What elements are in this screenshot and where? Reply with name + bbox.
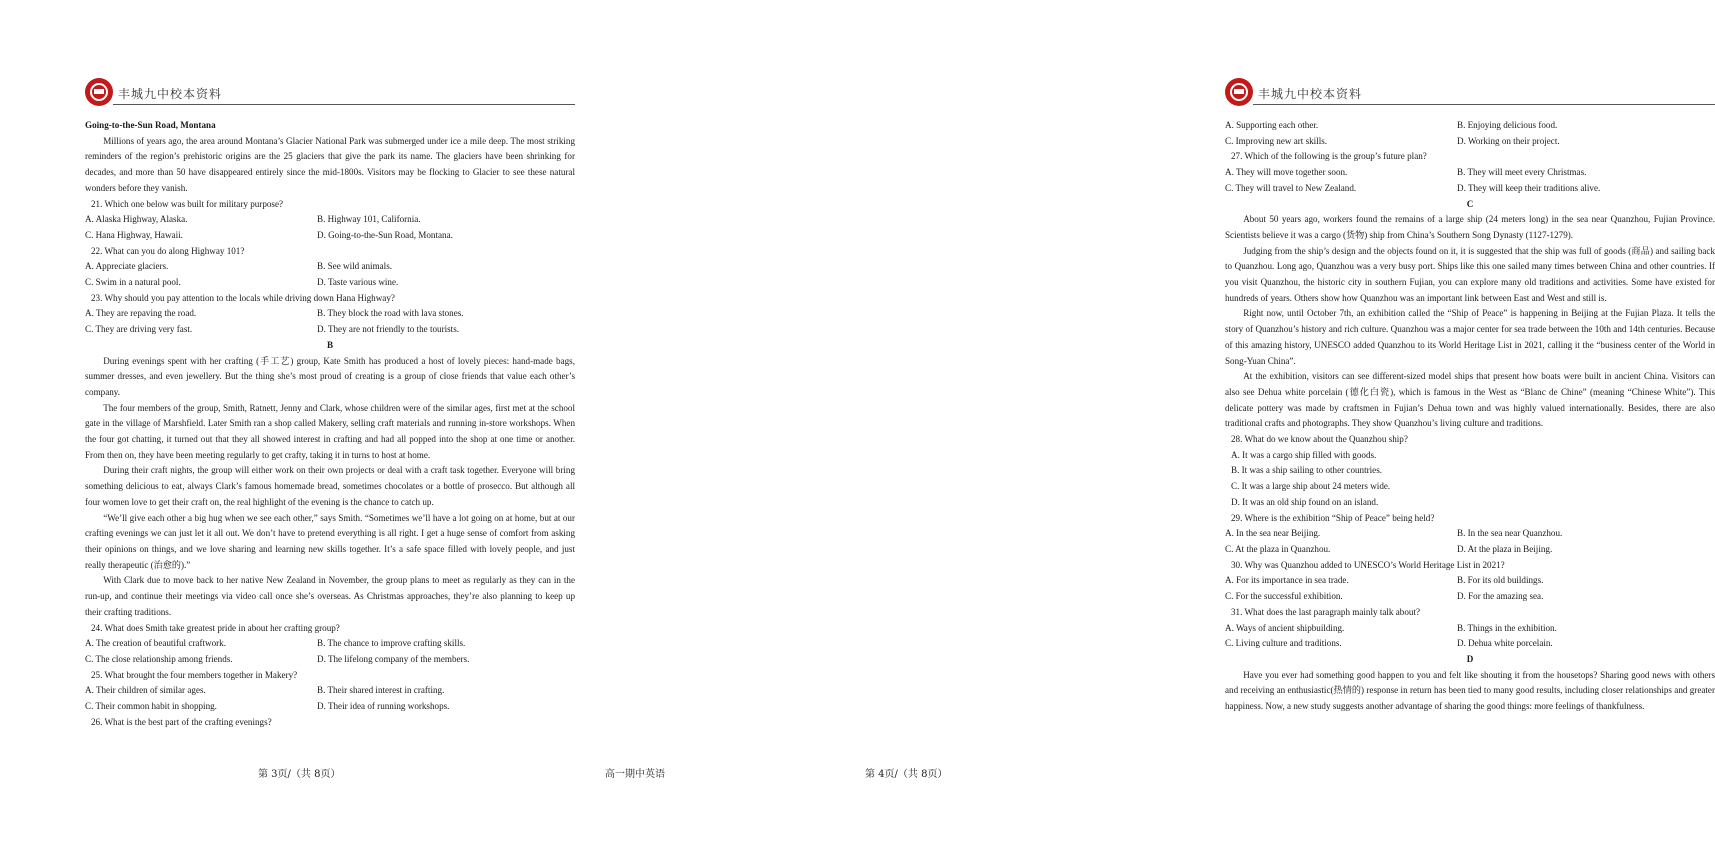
option-21d: D. Going-to-the-Sun Road, Montana. (317, 229, 453, 240)
option-29a: A. In the sea near Beijing. (1225, 528, 1321, 539)
passage-c-paragraph-1: About 50 years ago, workers found the remains of a large ship (24 meters long) in the sea near Quanzhou, Fujian Province. Scientists believe it was a cargo (货物) ship from China’s Southern Song Dynasty (1127-1279). (1225, 214, 1715, 240)
options-26 (1225, 134, 1715, 150)
option-21c: C. Hana Highway, Hawaii. (85, 229, 183, 240)
passage-c-paragraph-2: Judging from the ship’s design and the objects found on it, it is suggested that the ship was full of goods (商品) and sailing back to Quanzhou. Long ago, Quanzhou was a very busy port. Ships like this one sailed many times between China and other countries. If you visit Quanzhou, the historic city in southern Fujian, you can explore many old traditions and activities. Some have existed for hundreds of years. Others show how Quanzhou was an important link between East and West and still is. (1225, 245, 1715, 303)
options-22 (85, 259, 575, 275)
passage-b-paragraph-4: “We’ll give each other a big hug when we see each other,” says Smith. “Sometimes we’ll have a lot going on at home, but at our crafting evenings we can just let it all out. We don’t have to pretend everything is all right. I get a huge sense of comfort from asking their opinions on things, and we love sharing and learning new skills together. It’s a safe space filled with lovely people, and just really therapeutic (治愈的).” (85, 512, 575, 570)
option-31b: B. Things in the exhibition. (1457, 622, 1557, 633)
option-27c: C. They will travel to New Zealand. (1225, 182, 1357, 193)
page-number: 第 4页/（共 8页） (865, 769, 948, 780)
exam-title-footer: 高一期中英语 (605, 769, 665, 780)
option-22d: D. Taste various wine. (317, 277, 399, 288)
options-24 (85, 636, 575, 652)
option-27a: A. They will move together soon. (1225, 167, 1348, 178)
question-23: 23. Why should you pay attention to the locals while driving down Hana Highway? (91, 292, 395, 303)
options-29 (1225, 542, 1715, 558)
question-28: 28. What do we know about the Quanzhou ship? (1231, 434, 1408, 445)
options-29 (1225, 526, 1715, 542)
option-27b: B. They will meet every Christmas. (1457, 167, 1587, 178)
option-26c: C. Improving new art skills. (1225, 135, 1328, 146)
option-29b: B. In the sea near Quanzhou. (1457, 528, 1563, 539)
option-31c: C. Living culture and traditions. (1225, 638, 1342, 649)
option-31a: A. Ways of ancient shipbuilding. (1225, 622, 1345, 633)
options-26 (1225, 118, 1715, 134)
option-25b: B. Their shared interest in crafting. (317, 685, 445, 696)
options-23 (85, 322, 575, 338)
options-24 (85, 652, 575, 668)
option-30c: C. For the successful exhibition. (1225, 591, 1343, 602)
option-24c: C. The close relationship among friends. (85, 653, 233, 664)
option-31d: D. Dehua white porcelain. (1457, 638, 1553, 649)
question-27: 27. Which of the following is the group’s future plan? (1231, 151, 1427, 162)
page-number: 第 3页/（共 8页） (258, 769, 341, 780)
option-29d: D. At the plaza in Beijing. (1457, 543, 1553, 554)
passage-b-paragraph-1: During evenings spent with her crafting (手工艺) group, Kate Smith has produced a host of lovely pieces: hand-made bags, summer dresses, and even jewellery. But the thing she’s most proud of creating is a group of close friends that value each other’s company. (85, 355, 575, 397)
school-logo-icon (1225, 78, 1253, 106)
right-page (600, 0, 1715, 849)
options-31 (1225, 621, 1715, 637)
question-29: 29. Where is the exhibition “Ship of Peace” being held? (1231, 512, 1435, 523)
passage-d-paragraph-1: Have you ever had something good happen to you and felt like shouting it from the housetops? Sharing good news with others and receiving an enthusiastic(热情的) response in return has been tied to many good results, including closer relationships and greater happiness. Now, a new study suggests another advantage of sharing the good things: more feelings of thankfulness. (1225, 669, 1715, 712)
question-30: 30. Why was Quanzhou added to UNESCO’s World Heritage List in 2021? (1231, 559, 1505, 570)
question-31: 31. What does the last paragraph mainly talk about? (1231, 606, 1420, 617)
option-24d: D. The lifelong company of the members. (317, 653, 470, 664)
options-22 (85, 275, 575, 291)
passage-c-paragraph-4: At the exhibition, visitors can see different-sized model ships that present how boats were built in ancient China. Visitors can also see Dehua white porcelain (德化白瓷), which is famous in the West as “Blanc de Chine” (meaning “Chinese White”). This delicate pottery was made by craftsmen in Fujian’s Dehua town and was highly valued internationally. Besides, there are also traditional crafts and photographs. They show Quanzhou’s living culture and traditions. (1225, 371, 1715, 429)
section-b-label: B (326, 339, 334, 350)
option-22b: B. See wild animals. (317, 261, 393, 272)
option-30b: B. For its old buildings. (1457, 575, 1544, 586)
option-27d: D. They will keep their traditions alive. (1457, 182, 1601, 193)
right-column (1225, 118, 1715, 715)
option-26a: A. Supporting each other. (1225, 120, 1319, 130)
options-25 (85, 683, 575, 699)
option-21a: A. Alaska Highway, Alaska. (85, 214, 188, 225)
section-d-label: D (1466, 653, 1474, 664)
option-22c: C. Swim in a natural pool. (85, 277, 181, 288)
school-logo-icon (85, 78, 113, 106)
options-30 (1225, 589, 1715, 605)
question-24: 24. What does Smith take greatest pride in about her crafting group? (91, 622, 340, 633)
left-page (0, 0, 600, 849)
option-29c: C. At the plaza in Quanzhou. (1225, 543, 1331, 554)
option-25a: A. Their children of similar ages. (85, 685, 206, 696)
option-23c: C. They are driving very fast. (85, 324, 193, 335)
passage-b-paragraph-3: During their craft nights, the group will either work on their own projects or deal with a craft task together. Everyone will bring something delicious to eat, always Clark’s famous homemade bread, sometimes chocolates or a bottle of prosecco. But although all four women love to get their craft on, the real highlight of the evening is the chance to catch up. (85, 465, 575, 507)
option-30d: D. For the amazing sea. (1457, 591, 1544, 602)
passage-c-paragraph-3: Right now, until October 7th, an exhibition called the “Ship of Peace” is happening in Beijing at the Fujian Plaza. It tells the story of Quanzhou’s history and rich culture. Quanzhou was a major center for sea trade between the 10th and 14th centuries. Because of this amazing history, UNESCO added Quanzhou to its World Heritage List in 2021, calling it the “business center of the World in Song-Yuan China”. (1225, 308, 1715, 366)
options-21 (85, 212, 575, 228)
header-title: 丰城九中校本资料 (1258, 87, 1363, 101)
question-21: 21. Which one below was built for military purpose? (91, 198, 284, 209)
option-26b: B. Enjoying delicious food. (1457, 120, 1558, 130)
option-25d: D. Their idea of running workshops. (317, 701, 450, 712)
option-22a: A. Appreciate glaciers. (85, 261, 169, 272)
options-27 (1225, 181, 1715, 197)
option-24a: A. The creation of beautiful craftwork. (85, 638, 226, 649)
passage-a-paragraph: Millions of years ago, the area around Montana’s Glacier National Park was submerged under ice a mile deep. The most striking reminders of the region’s prehistoric origins are the 25 glaciers that give the park its name. The glaciers have been shrinking for decades, and more than 50 have disappeared entirely since the mid-1800s. Visitors may be flocking to Glacier to see these natural wonders before they vanish. (85, 135, 575, 193)
question-22: 22. What can you do along Highway 101? (91, 245, 245, 256)
option-28d: D. It was an old ship found on an island. (1231, 496, 1379, 507)
options-30 (1225, 573, 1715, 589)
options-25 (85, 699, 575, 715)
question-25: 25. What brought the four members together in Makery? (91, 669, 298, 680)
options-27 (1225, 165, 1715, 181)
left-column (85, 118, 575, 730)
passage-b-paragraph-2: The four members of the group, Smith, Ratnett, Jenny and Clark, whose children were of the similar ages, first met at the school gate in the village of Marshfield. Later Smith ran a shop called Makery, selling craft materials and running in-store workshops. When the four got chatting, it turned out that they all showed interest in crafting and had all popped into the shop at one time or another. From then on, they have been meeting regularly to get crafty, taking it in turns to host at home. (85, 402, 575, 460)
options-21 (85, 228, 575, 244)
option-25c: C. Their common habit in shopping. (85, 701, 217, 712)
header-rule (113, 104, 575, 105)
page-header (1225, 78, 1715, 108)
options-31 (1225, 636, 1715, 652)
option-23b: B. They block the road with lava stones. (317, 308, 464, 319)
option-23d: D. They are not friendly to the tourists. (317, 324, 460, 335)
option-28b: B. It was a ship sailing to other countries. (1231, 465, 1383, 476)
passage-a-heading: Going-to-the-Sun Road, Montana (85, 120, 216, 130)
option-26d: D. Working on their project. (1457, 135, 1560, 146)
options-23 (85, 306, 575, 322)
option-28c: C. It was a large ship about 24 meters wide. (1231, 481, 1391, 492)
page-header (85, 78, 575, 108)
option-24b: B. The chance to improve crafting skills. (317, 638, 466, 649)
question-26: 26. What is the best part of the crafting evenings? (91, 716, 272, 727)
option-23a: A. They are repaving the road. (85, 308, 197, 319)
section-c-label: C (1466, 198, 1474, 209)
header-rule (1253, 104, 1715, 105)
option-21b: B. Highway 101, California. (317, 214, 421, 225)
header-title: 丰城九中校本资料 (118, 87, 223, 101)
option-28a: A. It was a cargo ship filled with goods. (1231, 449, 1377, 460)
passage-b-paragraph-5: With Clark due to move back to her native New Zealand in November, the group plans to meet as regularly as they can in the run-up, and continue their meetings via video call once she’s overseas. As Christmas approaches, they’re also planning to keep up their crafting traditions. (85, 575, 575, 617)
option-30a: A. For its importance in sea trade. (1225, 575, 1349, 586)
